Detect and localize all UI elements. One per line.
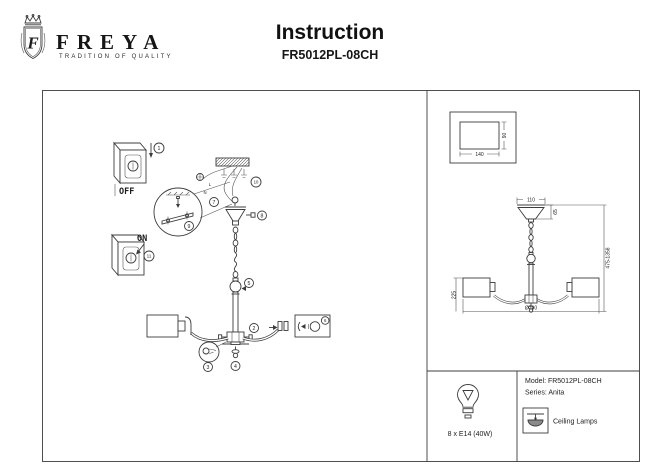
dimension-diagram: [450, 112, 611, 314]
callout-8: 8: [260, 213, 264, 220]
category-label: Ceiling Lamps: [553, 418, 598, 426]
stem-and-hub: [219, 278, 259, 371]
callout-11: 11: [146, 253, 152, 259]
lamp-spec: 8 x E14 (40W): [447, 431, 493, 438]
overall-height-dim: 475-1358: [605, 247, 612, 269]
canopy-width-dim: 110: [527, 197, 535, 204]
mount-plate-template: [450, 112, 516, 163]
callout-5: 5: [247, 280, 251, 287]
bracket-detail-magnifier: [154, 182, 232, 236]
series-line: Series: Anita: [525, 389, 565, 397]
bulb-icon: [458, 385, 479, 419]
earth-screw-icon: [197, 174, 204, 181]
callout-6: 6: [324, 318, 327, 324]
callout-3: 3: [206, 364, 210, 371]
callout-9: 9: [187, 223, 191, 230]
brand-name: FREYA: [56, 30, 167, 54]
page-title: Instruction: [275, 21, 385, 44]
brand-tagline: TRADITION OF QUALITY: [59, 54, 173, 60]
freya-crest-icon: [18, 14, 48, 66]
bulb-spec-cell: [448, 385, 493, 439]
assembly-diagram: [112, 143, 330, 372]
title-block: [170, 21, 490, 62]
callout-1: 1: [157, 145, 161, 152]
plate-height-dim: 90: [501, 132, 508, 139]
off-label: OFF: [119, 187, 135, 197]
wall-switch-off: [114, 143, 164, 197]
instruction-diagram: [42, 90, 640, 462]
model-number: FR5012PL-08CH: [281, 48, 379, 62]
callout-4: 4: [234, 363, 237, 370]
plate-width-dim: 140: [475, 151, 484, 158]
spec-panel: [427, 371, 640, 462]
model-spec-cell: [523, 378, 602, 433]
ceiling-lamp-icon: [523, 408, 548, 433]
on-label: ON: [137, 234, 148, 244]
callout-2: 2: [252, 325, 256, 332]
wire-label-l: L: [208, 182, 212, 187]
model-line: Model: FR5012PL-08CH: [525, 378, 602, 385]
canopy-and-chain: [210, 197, 267, 278]
wall-switch-on: [112, 234, 154, 275]
shade-height-dim: 225: [451, 290, 458, 300]
wire-label-n: N: [203, 190, 207, 195]
socket-detail-magnifier: [199, 342, 226, 372]
ceiling-mount: [197, 158, 262, 203]
canopy-height-dim: 65: [552, 209, 559, 215]
callout-7: 7: [212, 199, 216, 206]
left-arm-shade: [147, 315, 228, 341]
crest-monogram: F: [27, 33, 39, 53]
chandelier-outline: [463, 205, 599, 312]
callout-10: 10: [253, 179, 259, 185]
diameter-dim: Ø760: [524, 305, 538, 312]
